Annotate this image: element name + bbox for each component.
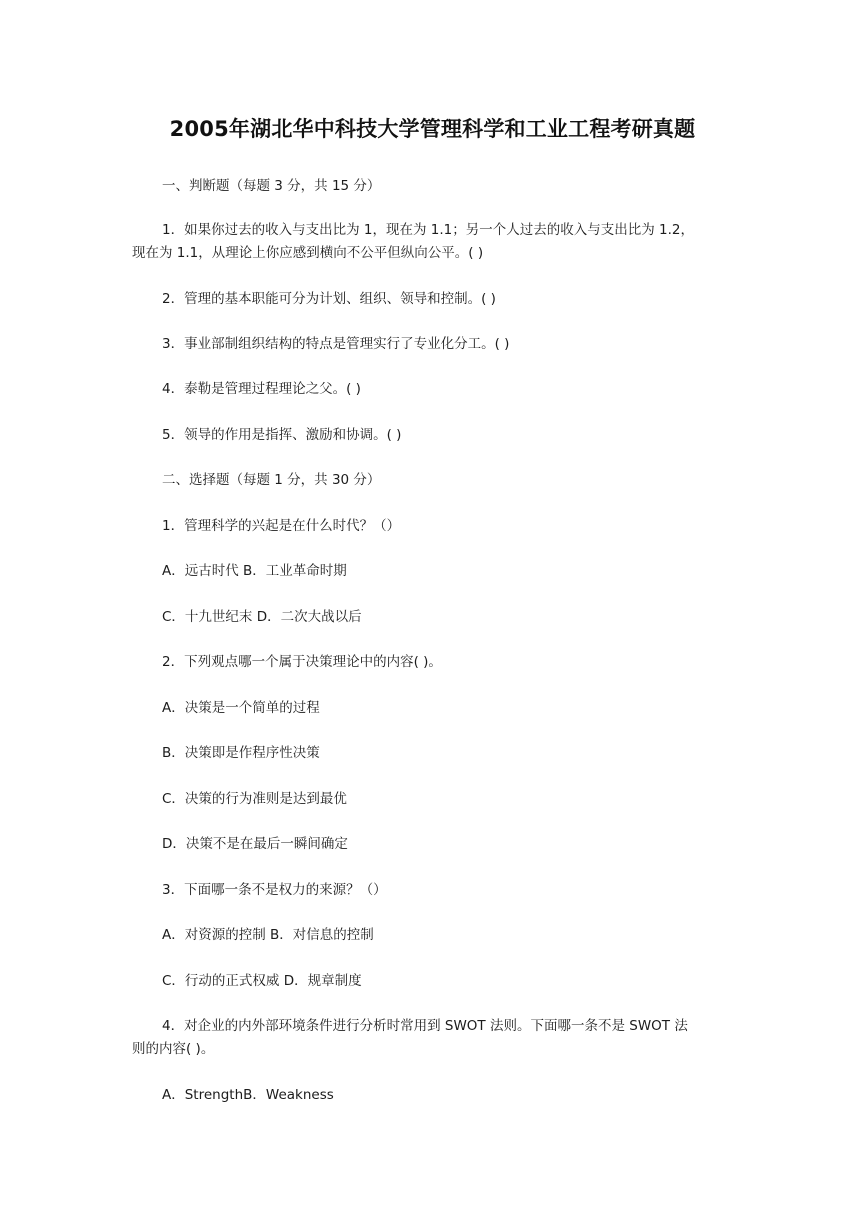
choice-question-2-option-b: B．决策即是作程序性决策: [162, 745, 320, 761]
choice-question-2-option-c: C．决策的行为准则是达到最优: [162, 791, 347, 807]
choice-question-2-option-a: A．决策是一个简单的过程: [162, 700, 320, 716]
question-4: 4．泰勒是管理过程理论之父。( ): [162, 381, 361, 397]
choice-question-1-options-ab: A．远古时代 B．工业革命时期: [162, 563, 347, 579]
choice-question-4-line-1: 4．对企业的内外部环境条件进行分析时常用到 SWOT 法则。下面哪一条不是 SWOT 法: [162, 1018, 688, 1034]
question-1-line-2: 现在为 1.1，从理论上你应感到横向不公平但纵向公平。( ): [132, 245, 484, 261]
question-5: 5．领导的作用是指挥、激励和协调。( ): [162, 427, 402, 443]
choice-question-2: 2．下列观点哪一个属于决策理论中的内容( )。: [162, 654, 442, 670]
choice-question-2-option-d: D．决策不是在最后一瞬间确定: [162, 836, 348, 852]
choice-question-3-options-ab: A．对资源的控制 B．对信息的控制: [162, 927, 374, 943]
question-2: 2．管理的基本职能可分为计划、组织、领导和控制。( ): [162, 291, 496, 307]
section-heading-true-false: 一、判断题（每题 3 分，共 15 分）: [162, 178, 381, 194]
page-title: 2005年湖北华中科技大学管理科学和工业工程考研真题: [169, 117, 696, 141]
choice-question-1-options-cd: C．十九世纪末 D．二次大战以后: [162, 609, 362, 625]
choice-question-3-options-cd: C．行动的正式权威 D．规章制度: [162, 973, 362, 989]
question-1-line-1: 1．如果你过去的收入与支出比为 1，现在为 1.1；另一个人过去的收入与支出比为 1.2，: [162, 222, 694, 238]
choice-question-4-options-ab: A．StrengthB．Weakness: [162, 1087, 334, 1103]
choice-question-4-line-2: 则的内容( )。: [132, 1041, 215, 1057]
question-3: 3．事业部制组织结构的特点是管理实行了专业化分工。( ): [162, 336, 510, 352]
choice-question-3: 3．下面哪一条不是权力的来源？（）: [162, 882, 387, 898]
choice-question-1: 1．管理科学的兴起是在什么时代？（）: [162, 518, 401, 534]
section-heading-multiple-choice: 二、选择题（每题 1 分，共 30 分）: [162, 472, 381, 488]
